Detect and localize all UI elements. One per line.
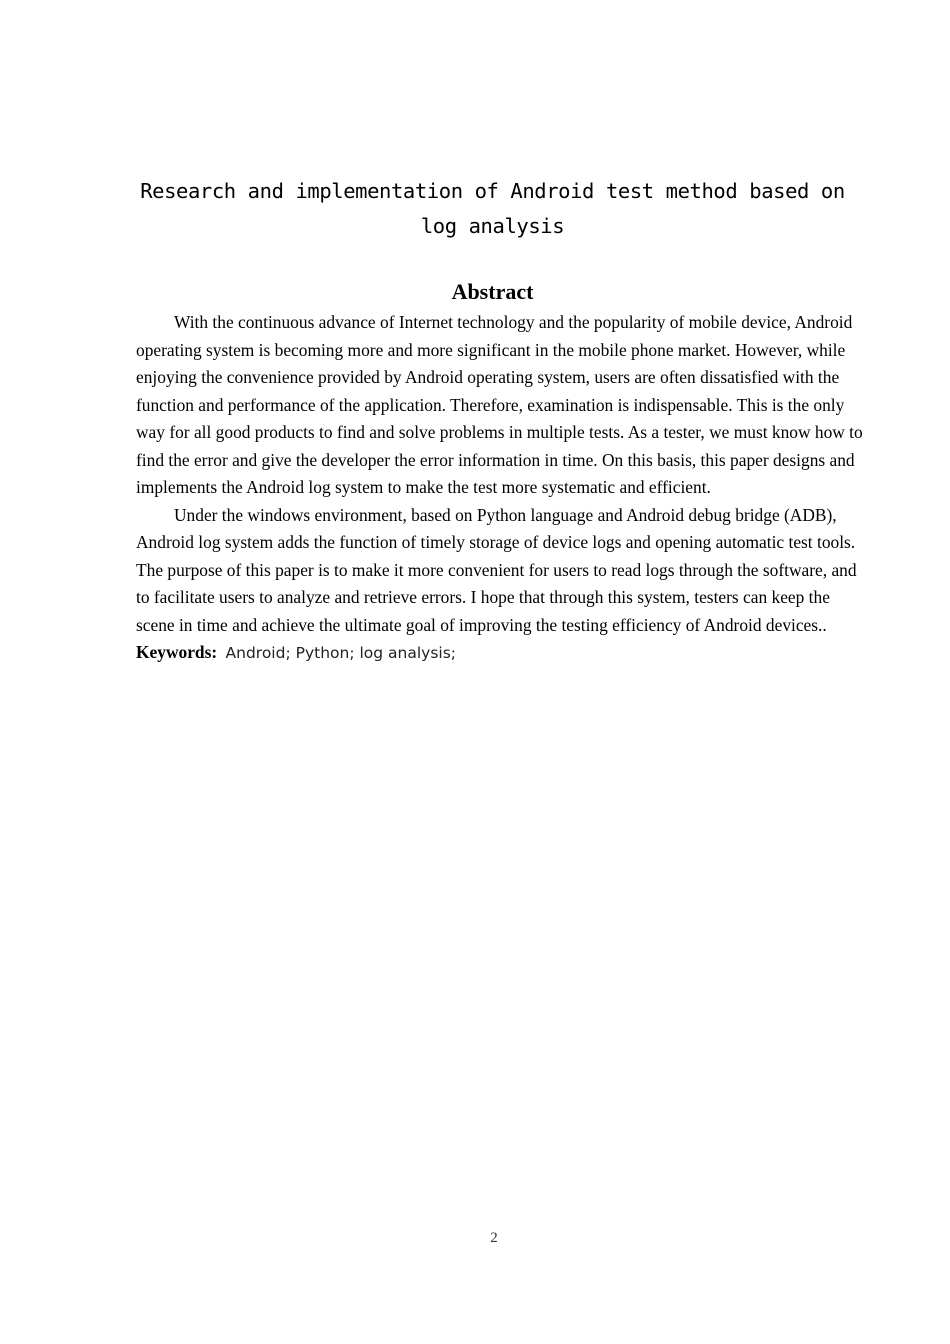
keywords-line [136,639,864,668]
paper-title-line-2: log analysis [420,214,565,238]
abstract-paragraph-2: Under the windows environment, based on Python language and Android debug bridge (ADB), Android log system adds the function of timely storage of device logs and opening automatic test tools. The purpose of this paper is to make it more convenient for users to read logs through the software, and to facilitate users to analyze and retrieve errors. I hope that through this system, testers can keep the scene in time and achieve the ultimate goal of improving the testing efficiency of Android devices.. [136,504,857,635]
page-number: 2 [490,1230,498,1246]
paper-title [120,174,865,244]
keywords-label: Keywords: [136,642,218,662]
abstract-heading: Abstract [451,279,534,304]
abstract-body [136,309,864,668]
abstract-paragraph-1: With the continuous advance of Internet technology and the popularity of mobile device, Android operating system is becoming more and more significant in the mobile phone market. However, while enjoying the convenience provided by Android operating system, users are often dissatisfied with the function and performance of the application. Therefore, examination is indispensable. This is the only way for all good products to find and solve problems in multiple tests. As a tester, we must know how to find the error and give the developer the error information in time. On this basis, this paper designs and implements the Android log system to make the test more systematic and efficient. [136,312,863,497]
paper-title-line-1: Research and implementation of Android test method based on [140,179,845,203]
keywords-value: Android; Python; log analysis; [225,644,457,662]
